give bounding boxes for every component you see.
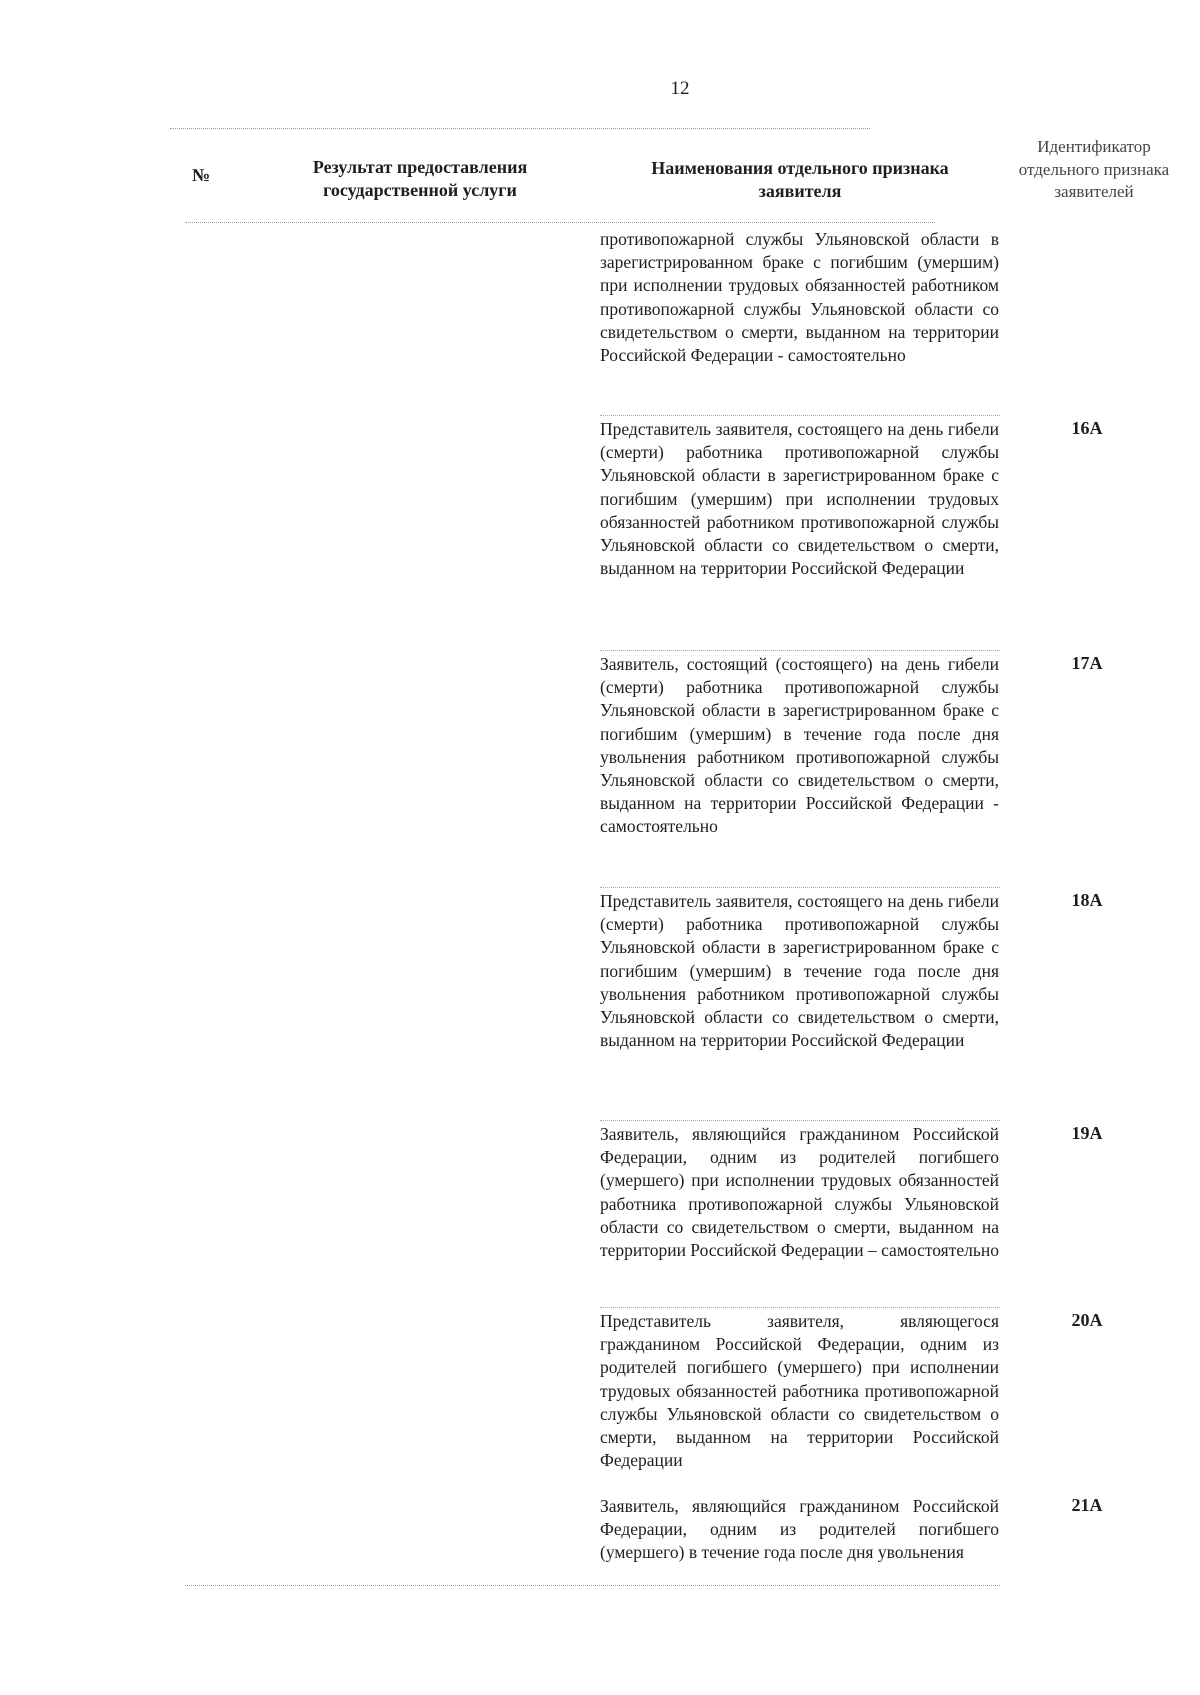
row-separator (600, 1120, 1000, 1121)
header-identifier: Идентификатор отдельного признака заявителей (1018, 137, 1170, 201)
row-text: Заявитель, являющийся гражданином Российской Федерации, одним из родителей погибшего (умершего) в течение года после дня увольнения (600, 1496, 999, 1563)
row-text: Заявитель, являющийся гражданином Российской Федерации, одним из родителей погибшего (умершего) при исполнении трудовых обязанностей работника противопожарной службы Ульяновской области со свидетельством о смерти, выданном на территории Российской Федерации – самостоятельно (600, 1124, 999, 1261)
page-number: 12 (670, 78, 690, 99)
row-text: Представитель заявителя, являющегося гражданином Российской Федерации, одним из родителей погибшего (умершего) при исполнении трудовых обязанностей работника противопожарной службы Ульяновской области со свидетельством о смерти, выданном на территории Российской Федерации (600, 1311, 999, 1471)
row-identifier: 20А (1071, 1310, 1103, 1330)
row-identifier: 16А (1071, 418, 1103, 438)
row-separator (600, 1307, 1000, 1308)
row-identifier: 19А (1071, 1123, 1103, 1143)
row-identifier: 17А (1071, 653, 1103, 673)
header-result: Результат предоставления государственной услуги (312, 157, 528, 200)
top-rule (170, 128, 870, 129)
header-number: № (192, 165, 211, 185)
row-text: Заявитель, состоящий (состоящего) на день гибели (смерти) работника противопожарной службы Ульяновской области в зарегистрированном браке с погибшим (умершим) в течение года после дня увольнения работником противопожарной службы Ульяновской области со свидетельством о смерти, выданном на территории Российской Федерации - самостоятельно (600, 654, 999, 837)
table-row (600, 1493, 1200, 1581)
row-identifier: 18А (1071, 890, 1103, 910)
row-text: Представитель заявителя, состоящего на день гибели (смерти) работника противопожарной службы Ульяновской области в зарегистрированном браке с погибшим (умершим) при исполнении трудовых обязанностей работником противопожарной службы Ульяновской области со свидетельством о смерти, выданном на территории Российской Федерации (600, 419, 999, 579)
bottom-rule (185, 1585, 1000, 1586)
header-name: Наименования отдельного признака заявителя (651, 158, 949, 201)
row-text: противопожарной службы Ульяновской области в зарегистрированном браке с погибшим (умершим) при исполнении трудовых обязанностей работником противопожарной службы Ульяновской области со свидетельством о смерти, выданном на территории Российской Федерации - самостоятельно (600, 229, 999, 366)
row-separator (600, 650, 1000, 651)
row-identifier: 21А (1071, 1495, 1103, 1515)
row-text: Представитель заявителя, состоящего на день гибели (смерти) работника противопожарной службы Ульяновской области в зарегистрированном браке с погибшим (умершим) в течение года после дня увольнения работником противопожарной службы Ульяновской области со свидетельством о смерти, выданном на территории Российской Федерации (600, 891, 999, 1051)
header-rule (185, 222, 935, 223)
row-separator (600, 887, 1000, 888)
row-separator (600, 415, 1000, 416)
